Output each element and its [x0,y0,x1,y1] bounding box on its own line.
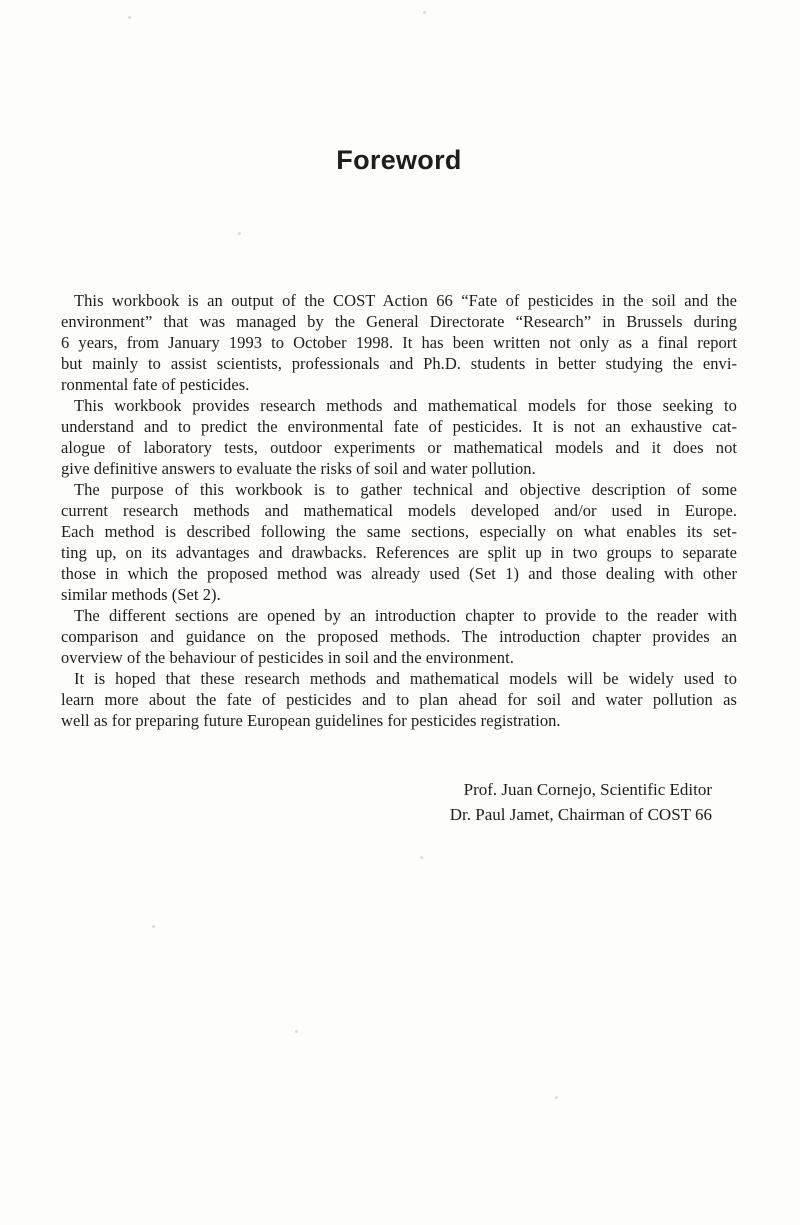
text-line: but mainly to assist scientists, professionals and Ph.D. students in better studying the envi- [61,354,737,373]
text-line: similar methods (Set 2). [61,585,221,604]
text-line: overview of the behaviour of pesticides in soil and the environment. [61,648,514,667]
text-line: The different sections are opened by an introduction chapter to provide to the reader with [74,606,737,625]
text-line: alogue of laboratory tests, outdoor experiments or mathematical models and it does not [61,438,737,457]
paragraph [61,290,737,395]
signature-line: Dr. Paul Jamet, Chairman of COST 66 [449,805,712,824]
text-line: This workbook provides research methods and mathematical models for those seeking to [74,396,737,415]
text-line: give definitive answers to evaluate the risks of soil and water pollution. [61,459,536,478]
text-line: 6 years, from January 1993 to October 1998. It has been written not only as a final report [61,333,737,352]
text-line: It is hoped that these research methods and mathematical models will be widely used to [74,669,737,688]
text-line: well as for preparing future European guidelines for pesticides registration. [61,711,561,730]
signature-block [61,777,712,827]
text-line: those in which the proposed method was already used (Set 1) and those dealing with other [61,564,737,583]
scan-speck [555,1096,558,1099]
text-line: learn more about the fate of pesticides and to plan ahead for soil and water pollution as [61,690,737,709]
scan-speck [420,856,423,859]
scan-speck [238,232,241,235]
text-line: comparison and guidance on the proposed methods. The introduction chapter provides an [61,627,737,646]
body-text [61,290,737,731]
paragraph [61,668,737,731]
text-line: The purpose of this workbook is to gather technical and objective description of some [74,480,737,499]
text-line: ting up, on its advantages and drawbacks. References are split up in two groups to separate [61,543,737,562]
signature-line: Prof. Juan Cornejo, Scientific Editor [463,780,712,799]
text-line: ronmental fate of pesticides. [61,375,250,394]
scan-speck [128,16,131,19]
paragraph [61,395,737,479]
scan-speck [152,925,155,928]
scan-speck [423,11,426,14]
paragraph [61,479,737,605]
page-title: Foreword [336,145,462,175]
text-line: Each method is described following the same sections, especially on what enables its set- [61,522,737,541]
paragraph [61,605,737,668]
text-line: environment” that was managed by the General Directorate “Research” in Brussels during [61,312,737,331]
text-line: This workbook is an output of the COST Action 66 “Fate of pesticides in the soil and the [74,291,737,310]
scan-speck [295,1030,298,1033]
text-line: understand and to predict the environmental fate of pesticides. It is not an exhaustive cat- [61,417,737,436]
text-line: current research methods and mathematical models developed and/or used in Europe. [61,501,737,520]
